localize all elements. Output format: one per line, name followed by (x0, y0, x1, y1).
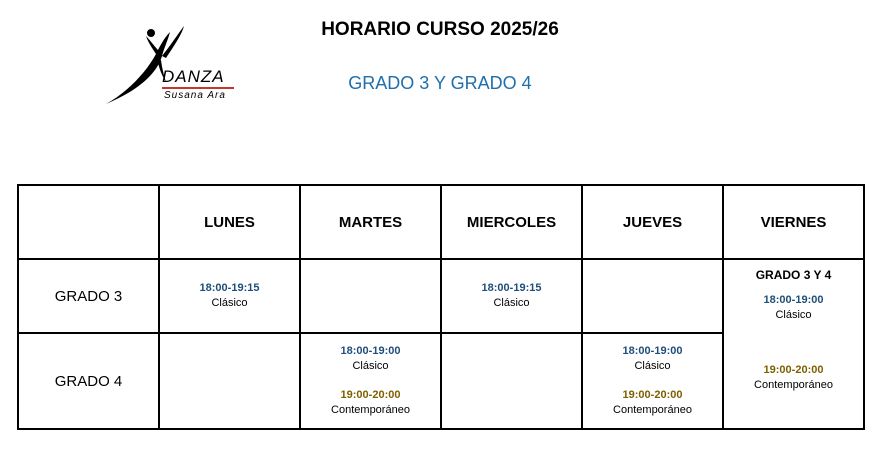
cell-grado3-jueves (582, 259, 723, 333)
class-name: Contemporáneo (754, 379, 833, 391)
grade-label-3: GRADO 3 (18, 259, 159, 333)
cell-grado4-miercoles (441, 333, 582, 429)
header-row (18, 185, 864, 259)
day-header-miercoles: MIERCOLES (441, 185, 582, 259)
cell-grado3-lunes (159, 259, 300, 333)
day-header-jueves: JUEVES (582, 185, 723, 259)
corner-cell (18, 185, 159, 259)
time-slot: 18:00-19:00 (622, 345, 683, 357)
class-name: Clásico (352, 360, 389, 372)
cell-grado3-martes (300, 259, 441, 333)
time-slot: 18:00-19:15 (199, 282, 260, 294)
logo-subbrand: Susana Ara (164, 90, 226, 101)
grade-label-4: GRADO 4 (18, 333, 159, 429)
class-name: Clásico (493, 297, 530, 309)
table-row-grado-3 (18, 259, 864, 333)
time-slot: 19:00-20:00 (622, 389, 683, 401)
class-name: Clásico (775, 309, 812, 321)
class-name: Clásico (634, 360, 671, 372)
cell-grado4-jueves (582, 333, 723, 429)
time-slot: 18:00-19:00 (340, 345, 401, 357)
class-name: Clásico (211, 297, 248, 309)
cell-grado3-miercoles (441, 259, 582, 333)
cell-viernes-combined (723, 259, 864, 429)
cell-grado4-lunes (159, 333, 300, 429)
class-name: Contemporáneo (613, 404, 692, 416)
class-name: Contemporáneo (331, 404, 410, 416)
page-title: HORARIO CURSO 2025/26 (321, 19, 559, 40)
day-header-martes: MARTES (300, 185, 441, 259)
cell-grado4-martes (300, 333, 441, 429)
time-slot: 18:00-19:00 (763, 294, 824, 306)
time-slot: 19:00-20:00 (340, 389, 401, 401)
time-slot: 18:00-19:15 (481, 282, 542, 294)
day-header-lunes: LUNES (159, 185, 300, 259)
logo-brand: DANZA (162, 67, 225, 86)
combined-heading: GRADO 3 Y 4 (755, 268, 832, 282)
day-header-viernes: VIERNES (723, 185, 864, 259)
time-slot: 19:00-20:00 (763, 364, 824, 376)
page-subtitle: GRADO 3 Y GRADO 4 (348, 73, 532, 93)
schedule-table (17, 184, 865, 430)
